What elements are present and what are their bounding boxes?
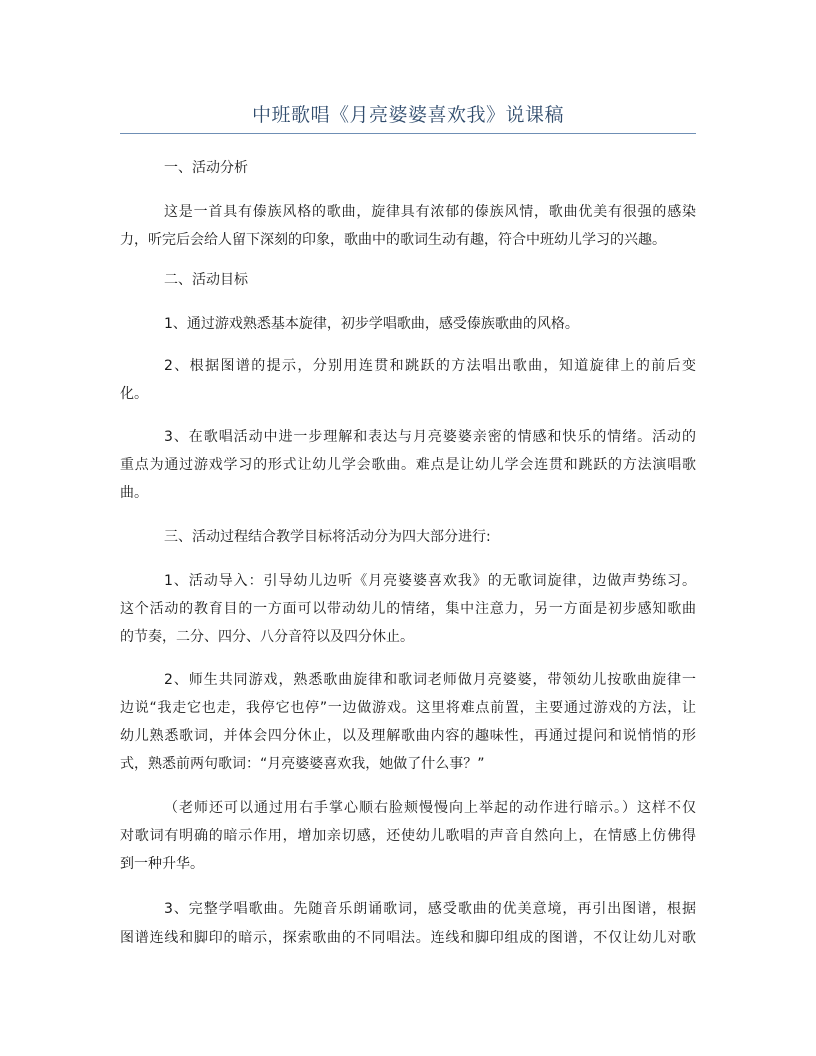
paragraph-line: 1、通过游戏熟悉基本旋律，初步学唱歌曲，感受傣族歌曲的风格。 — [164, 316, 579, 332]
paragraph-line: 力，听完后会给人留下深刻的印象，歌曲中的歌词生动有趣，符合中班幼儿学习的兴趣。 — [120, 232, 666, 248]
paragraph-line: 图谱连线和脚印的暗示，探索歌曲的不同唱法。连线和脚印组成的图谱，不仅让幼儿对歌 — [120, 930, 696, 946]
title-divider — [120, 133, 696, 134]
paragraph-line: 幼儿熟悉歌词，并体会四分休止，以及理解歌曲内容的趣味性，再通过提问和说悄悄的形 — [120, 728, 696, 744]
paragraph-line: 到一种升华。 — [120, 856, 204, 872]
paragraph-line: 曲。 — [120, 485, 148, 501]
paragraph-line: 重点为通过游戏学习的形式让幼儿学会歌曲。难点是让幼儿学会连贯和跳跃的方法演唱歌 — [120, 457, 696, 473]
paragraph-line: 式，熟悉前两句歌词：“月亮婆婆喜欢我，她做了什么事？” — [120, 756, 485, 772]
paragraph-line: 3、完整学唱歌曲。先随音乐朗诵歌词，感受歌曲的优美意境，再引出图谱，根据 — [164, 901, 696, 917]
paragraph-line: 对歌词有明确的暗示作用，增加亲切感，还使幼儿歌唱的声音自然向上，在情感上仿佛得 — [120, 828, 696, 844]
paragraph-line: （老师还可以通过用右手掌心顺右脸颊慢慢向上举起的动作进行暗示。）这样不仅 — [164, 800, 696, 816]
paragraph-line: 2、根据图谱的提示，分别用连贯和跳跃的方法唱出歌曲，知道旋律上的前后变 — [164, 358, 696, 374]
page-title: 中班歌唱《月亮婆婆喜欢我》说课稿 — [251, 104, 564, 126]
section-heading: 三、活动过程结合教学目标将活动分为四大部分进行: — [164, 529, 491, 545]
paragraph-line: 1、活动导入：引导幼儿边听《月亮婆婆喜欢我》的无歌词旋律，边做声势练习。 — [164, 573, 696, 589]
section-heading: 二、活动目标 — [164, 272, 248, 288]
paragraph-line: 这是一首具有傣族风格的歌曲，旋律具有浓郁的傣族风情，歌曲优美有很强的感染 — [164, 204, 696, 220]
paragraph-line: 这个活动的教育目的一方面可以带动幼儿的情绪，集中注意力，另一方面是初步感知歌曲 — [120, 601, 696, 617]
paragraph-line: 的节奏，二分、四分、八分音符以及四分休止。 — [120, 629, 414, 645]
paragraph-line: 3、在歌唱活动中进一步理解和表达与月亮婆婆亲密的情感和快乐的情绪。活动的 — [164, 429, 696, 445]
paragraph-line: 2、师生共同游戏，熟悉歌曲旋律和歌词老师做月亮婆婆，带领幼儿按歌曲旋律一 — [164, 672, 696, 688]
section-heading: 一、活动分析 — [164, 160, 248, 176]
paragraph-line: 化。 — [120, 386, 148, 402]
paragraph-line: 边说“我走它也走，我停它也停”一边做游戏。这里将难点前置，主要通过游戏的方法，让 — [120, 700, 696, 716]
